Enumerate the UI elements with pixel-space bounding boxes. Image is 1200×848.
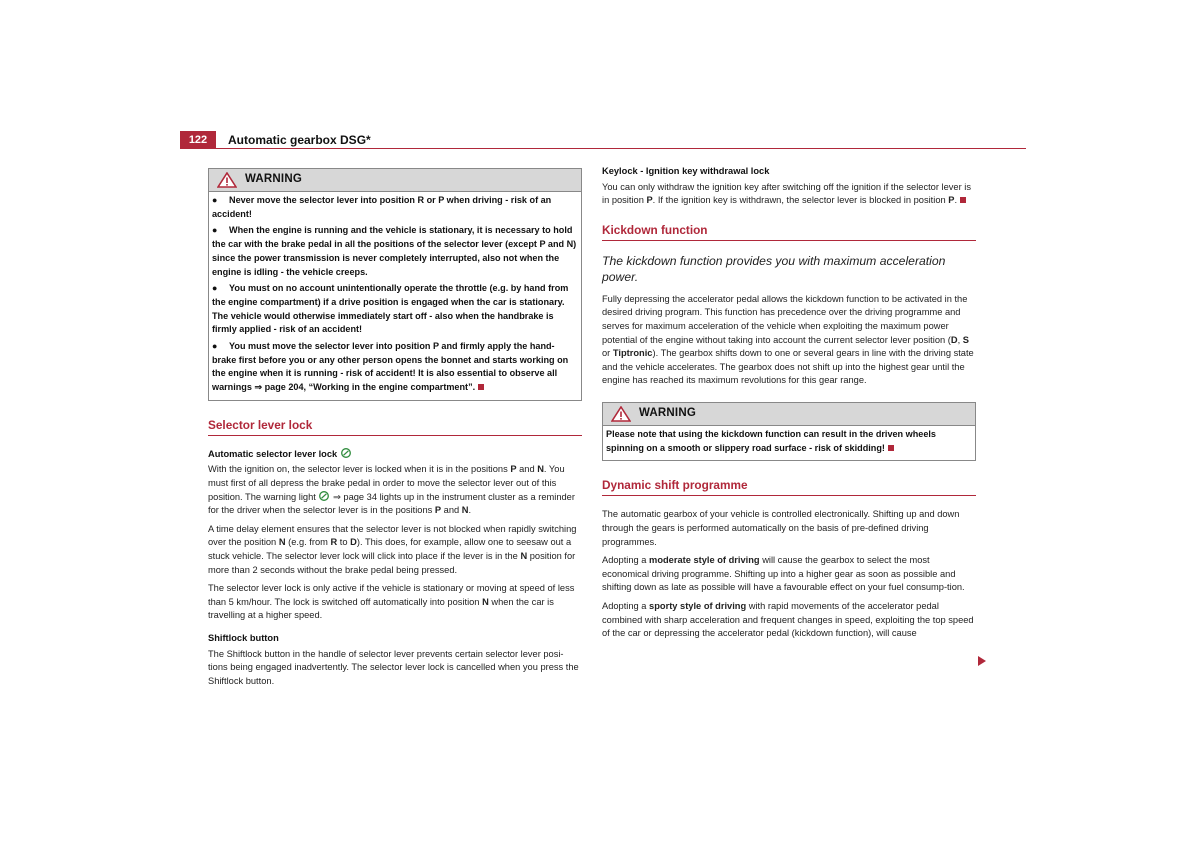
paragraph: The Shiftlock button in the handle of selector lever prevents certain selector lever posi-tions being engaged inadvertently. The selector lever lock is cancelled when you press the Shiftlock button. [208, 648, 579, 686]
warning-body [603, 426, 975, 460]
bullet-icon: ● [212, 225, 218, 236]
subheading-automatic-selector-lever-lock: Automatic selector lever lock [208, 448, 582, 462]
paragraph: The selector lever lock is only active if the vehicle is stationary or moving at speed of less than 5 km/hour. The lock is switched off automatically into position N when the car is travelling at a higher speed. [208, 583, 575, 621]
section-title-dynamic-shift-programme: Dynamic shift programme [602, 477, 976, 496]
paragraph: Adopting a sporty style of driving with rapid movements of the accelerator pedal combined with sharp acceleration and frequent changes in speed, exploiting the top speed of the car or depressing the accelerator pedal (kickdown function), will cause [602, 600, 974, 639]
subheading-shiftlock-button: Shiftlock button [208, 632, 279, 643]
section-title-selector-lever-lock: Selector lever lock [208, 417, 582, 436]
end-of-section-mark [960, 197, 966, 203]
warning-header [209, 169, 581, 192]
selector-lever-lock-warning-light-icon [318, 491, 330, 501]
bullet-icon: ● [212, 341, 218, 352]
bullet-icon: ● [212, 283, 218, 294]
cross-reference-link[interactable]: page 204, “Working in the engine compartment”. [262, 382, 476, 393]
end-of-section-mark [478, 384, 484, 390]
warning-item: ● Never move the selector lever into position R or P when driving - risk of an accident! [212, 195, 552, 219]
warning-item: Please note that using the kickdown function can result in the driven wheels spinning on a smooth or slippery road surface - risk of skidding! [606, 428, 936, 453]
section-title-kickdown: Kickdown function [602, 222, 976, 241]
continue-arrow-icon[interactable] [978, 656, 986, 666]
warning-title: WARNING [639, 407, 696, 420]
end-of-section-mark [888, 445, 894, 451]
left-column [208, 168, 582, 693]
selector-lever-lock-warning-light-icon [340, 448, 352, 458]
warning-item: ● You must move the selector lever into position P and firmly apply the hand-brake first before you or any other person opens the bonnet and starts working on the engine when it is running - risk of accident! It is also essential to observe all warnings ⇒ page 204, “Working in the engine compartment”. [212, 341, 569, 393]
paragraph: A time delay element ensures that the selector lever is not blocked when rapidly switching over the position N (e.g. from R to D). This does, for example, allow one to seesaw out a stuck vehicle. The selector lever lock will click into place if the lever is in the N position for more than 2 seconds without the brake pedal being pressed. [208, 523, 577, 575]
cross-reference-link[interactable]: page 34 lights up in the instrument cluster as a reminder for the driver when the selector lever is in the positions [208, 491, 575, 516]
paragraph: Adopting a moderate style of driving will cause the gearbox to select the most economical driving programme. Shifting up into a higher gear as soon as possible and shifting down as late as possible will have a favourable effect on your fuel consump-tion. [602, 555, 965, 593]
paragraph: The automatic gearbox of your vehicle is controlled electronically. Shifting up and down through the gears is performed automatically on the basis of pre-defined driving programmes. [602, 509, 960, 547]
page-number: 122 [180, 131, 216, 149]
paragraph: Fully depressing the accelerator pedal allows the kickdown function to be activated in the desired driving program. This function has precedence over the driving programme and serves for maximum acceleration of the vehicle when exploiting the maximum power potential of the engine without taking into account the current selector lever position (D, S or Tiptronic). The gearbox shifts down to one or several gears in line with the driving state and the vehicle accelerates. The gearbox does not shift up into the highest gear until the engine has reached its maximum revolutions for this gear range. [602, 293, 974, 386]
warning-item: ● You must on no account unintentionally operate the throttle (e.g. by hand from the engine compartment) if a drive position is engaged when the car is stationary. The vehicle would otherwise immediately start off - also when the handbrake is firmly applied - risk of an accident! [212, 283, 569, 335]
subheading-keylock: Keylock - Ignition key withdrawal lock [602, 166, 770, 176]
paragraph: With the ignition on, the selector lever is locked when it is in the positions P and N. You must first of all depress the brake pedal in order to move the selector lever out of this position. The warning light ⇒ page 34 lights up in the instrument cluster as a reminder for the driver when the selector lever is in the positions P and N. [208, 464, 575, 516]
warning-item: ● When the engine is running and the vehicle is stationary, it is necessary to hold the car with the brake pedal in all the positions of the selector lever (except P and N) since the power transmission is never completely interrupted, also not when the engine is idling - the vehicle creeps. [212, 225, 577, 277]
warning-triangle-icon [217, 172, 237, 188]
warning-title: WARNING [245, 173, 302, 186]
header-divider [180, 148, 1026, 149]
warning-box [602, 402, 976, 461]
warning-body [209, 192, 581, 400]
cross-reference-arrow: ⇒ [333, 491, 341, 502]
warning-header [603, 403, 975, 426]
cross-reference-arrow: ⇒ [254, 382, 263, 393]
bullet-icon: ● [212, 195, 218, 205]
right-column [602, 165, 976, 646]
chapter-title: Automatic gearbox DSG* [228, 133, 371, 147]
paragraph: You can only withdraw the ignition key after switching off the ignition if the selector lever is in position P. If the ignition key is withdrawn, the selector lever is blocked in position P. [602, 181, 971, 206]
intro-text: The kickdown function provides you with maximum acceleration power. [602, 253, 946, 284]
warning-triangle-icon [611, 406, 631, 422]
warning-box [208, 168, 582, 401]
